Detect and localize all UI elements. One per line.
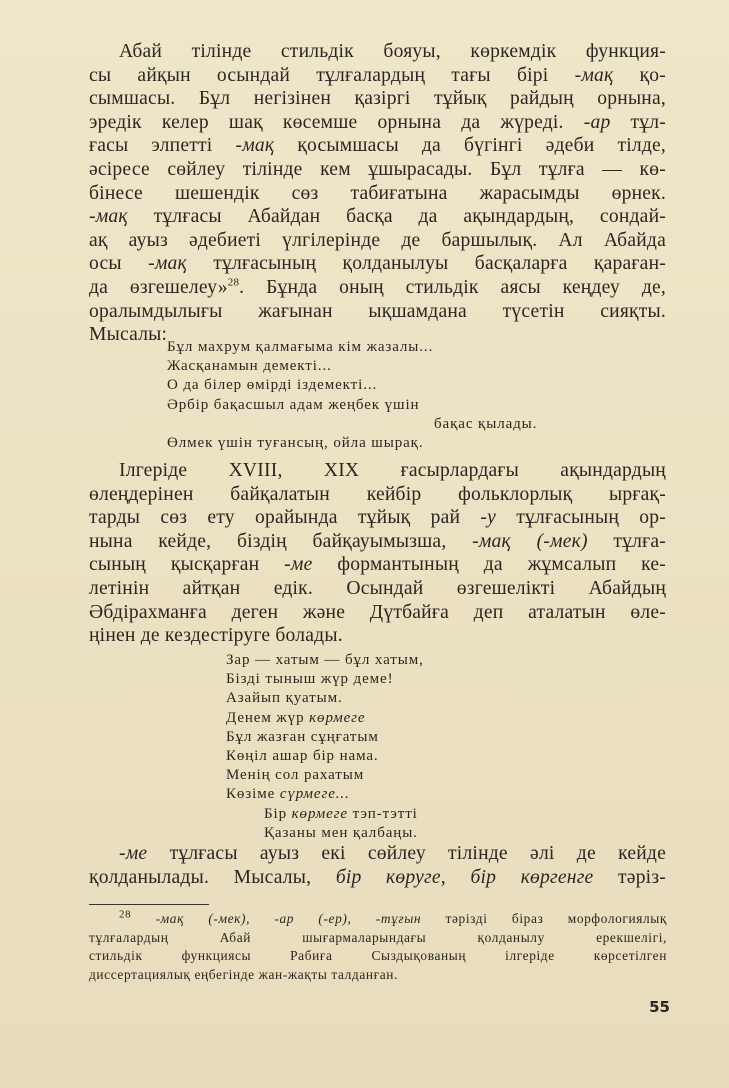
text-line: да өзгешелеу»$^{28}$. Бұнда оның стильдік аясы кеңдеу де, [89,276,666,298]
poem-quote-2 [226,651,424,843]
text-line: ңінен де кездестіруге болады. [89,625,343,647]
poem-line: Жасқанамын демекті... [167,358,332,375]
poem-quote-1 [167,338,537,453]
text-line: ғасы элпетті -мақ қосымшасы да бүгінгі әдеби тілде, [89,135,667,157]
page-number: 55 [649,998,670,1016]
footnote-line: $^{28}$ -мақ (-мек), -ар (-ер), -тұғын тәрізді біраз морфологиялық [119,908,668,926]
italic-term: -мақ [235,135,275,157]
poem-line: Өлмек үшін туғансың, ойла шырақ. [167,435,424,452]
italic-term: -мақ [148,253,187,275]
italic-term: -мақ [574,64,614,86]
text-line: қолданылады. Мысалы, бір көруге, бір көргенге тәріз- [89,866,666,888]
text-line: әсіресе сөйлеу тілінде кем ұшырасады. Бұл тұлға — кө- [89,158,666,180]
italic-term: -мақ (-мек) [472,530,588,552]
text-line: нына кейде, біздің байқауымызша, -мақ (-мек) тұлға- [89,530,666,552]
poem-line: бақас қылады. [434,415,538,432]
text-line: осы -мақ тұлғасының қолданылуы басқаларға қараған- [89,253,666,275]
text-line: Ілгеріде XVIII, XIX ғасырлардағы ақындардың [119,460,666,481]
poem-line: Денем жүр көрмеге [226,709,366,726]
text-line: тарды сөз ету орайында тұйық рай -у тұлғасының ор- [89,507,666,529]
text-line: ақ ауыз әдебиеті үлгілерінде де баршылық. Ал Абайда [89,229,666,251]
text-line: сымшасы. Бұл негізінен қазіргі тұйық райдың орнына, [89,88,666,110]
poem-line: Бізді тыныш жүр деме! [226,671,394,688]
footnote-line: тұлғалардың Абай шығармаларындағы қолданылу ерекшелігі, [89,929,667,945]
italic-term: бір көруге, бір көргенге [335,866,594,888]
text-line: оралымдылығы жағынан ықшамдана түсетін сияқты. [89,300,666,322]
poem-line: Әрбір бақасшыл адам жеңбек үшін [167,396,420,413]
italic-term: -мақ (-мек), -ар (-ер), -тұғын [155,911,422,926]
paragraph-2 [89,459,666,648]
poem-line: Бұл махрум қалмағыма кім жазалы... [167,339,434,355]
italic-term: -ар [583,111,611,133]
italic-term: -у [480,507,497,529]
text-line: -ме тұлғасы ауыз екі сөйлеу тілінде әлі де кейде [119,843,666,864]
italic-term: -мақ [89,206,128,228]
text-line: сының қысқарған -ме формантының да жұмсалып ке- [89,554,666,576]
italic-term: -ме [284,554,313,576]
text-line: бінесе шешендік сөз табиғатына жарасымды өрнек. [89,182,666,204]
text-line: эредік келер шақ көсемше орнына да жүреді. -ар тұл- [89,111,666,133]
text-line: Мысалы: [89,324,168,346]
poem-line: Көзіме сүрмеге... [226,786,350,803]
footnote-reference: 28 [227,276,240,289]
italic-term: -ме [119,843,148,864]
paragraph-3 [89,842,666,889]
poem-line: Зар — хатым — бұл хатым, [226,652,424,668]
footnote-line: стильдік функциясы Рабиға Сыздықованың ілгеріде көрсетілген [89,948,667,963]
poem-line: Менің сол рахатым [226,767,365,784]
poem-line: Бұл жазған сұңғатым [226,728,379,745]
poem-line: Қазаны мен қалбаңы. [264,824,418,841]
footnote-separator [89,904,209,905]
text-line: -мақ тұлғасы Абайдан басқа да ақындардың, сондай- [89,206,666,228]
text-line: өлеңдерінен байқалатын кейбір фольклорлық ырғақ- [89,483,666,505]
text-line: летінін айтқан едік. Осындай өзгешелікті Абайдың [89,577,666,599]
poem-line: О да білер өмірді іздемекті... [167,377,378,394]
poem-line: Азайып қуатым. [226,690,343,707]
text-line: Әбдірахманға деген және Дүтбайға деп аталатын өле- [89,601,666,623]
footnote-number: 28 [119,908,132,921]
paragraph-1 [89,40,666,347]
poem-line: Көңіл ашар бір нама. [226,748,379,765]
text-line: сы айқын осындай тұлғалардың тағы бірі -мақ қо- [89,64,667,86]
footnote [89,910,667,984]
footnote-line: диссертациялық еңбегінде жан-жақты талданған. [89,966,398,982]
poem-line: Бір көрмеге тэп-тэтті [264,805,418,822]
text-line: Абай тілінде стильдік бояуы, көркемдік функция- [119,41,666,62]
